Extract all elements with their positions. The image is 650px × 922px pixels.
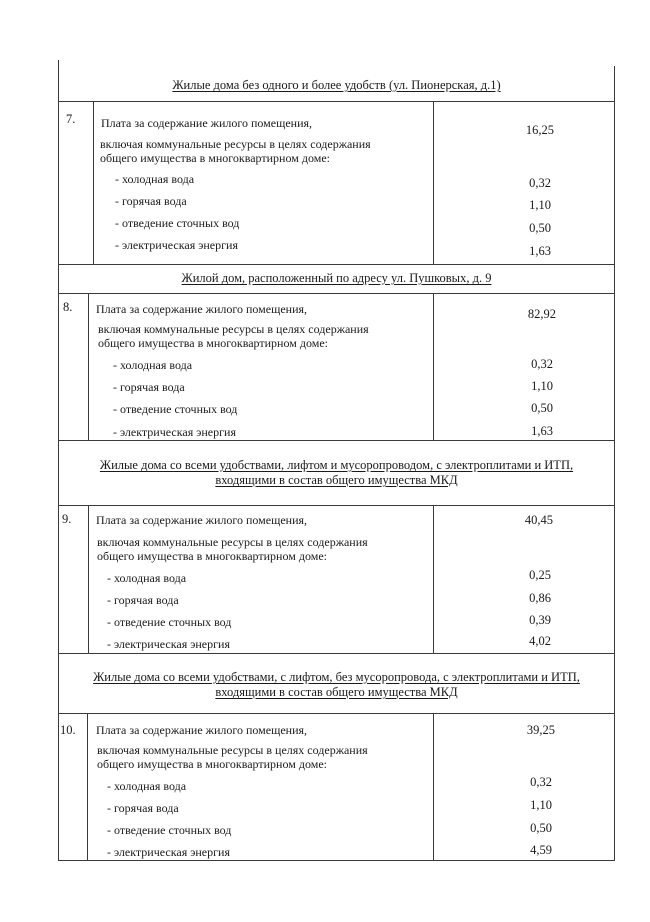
row-main-value: 39,25 — [526, 723, 555, 737]
row-main-label: Плата за содержание жилого помещения, — [96, 302, 308, 316]
section-header: входящими в состав общего имущества МКД — [215, 685, 458, 699]
item-value: 0,50 — [529, 221, 551, 235]
column-divider — [433, 101, 434, 264]
item-label: - горячая вода — [107, 801, 179, 815]
row-separator — [58, 653, 615, 654]
row-sub-label: включая коммунальные ресурсы в целях содержания — [97, 743, 368, 757]
row-sub-label: общего имущества в многоквартирном доме: — [97, 549, 327, 563]
table-bottom-rule — [58, 860, 615, 861]
row-sub-label: включая коммунальные ресурсы в целях содержания — [98, 322, 369, 336]
row-main-label: Плата за содержание жилого помещения, — [101, 116, 313, 130]
row-main-value: 16,25 — [525, 123, 554, 137]
item-label: - электрическая энергия — [113, 425, 236, 439]
row-sub-label: включая коммунальные ресурсы в целях содержания — [100, 137, 371, 151]
row-sub-label: общего имущества в многоквартирном доме: — [97, 757, 327, 771]
item-value: 0,25 — [529, 568, 551, 582]
row-number: 9. — [62, 512, 72, 526]
column-divider — [88, 505, 89, 653]
item-label: - отведение сточных вод — [115, 216, 240, 230]
row-sub-label: включая коммунальные ресурсы в целях содержания — [97, 535, 368, 549]
row-main-value: 40,45 — [524, 513, 553, 527]
item-label: - холодная вода — [113, 358, 193, 372]
item-value: 0,39 — [529, 613, 551, 627]
item-value: 1,63 — [531, 424, 553, 438]
item-label: - холодная вода — [107, 571, 187, 585]
row-main-label: Плата за содержание жилого помещения, — [96, 723, 308, 737]
item-label: - отведение сточных вод — [107, 615, 232, 629]
row-separator — [58, 505, 615, 506]
item-label: - холодная вода — [107, 779, 187, 793]
item-label: - горячая вода — [115, 194, 187, 208]
item-value: 0,50 — [530, 821, 552, 835]
row-main-label: Плата за содержание жилого помещения, — [96, 513, 308, 527]
column-divider — [87, 713, 88, 860]
item-label: - горячая вода — [107, 593, 179, 607]
item-value: 0,50 — [531, 401, 553, 415]
row-sub-label: общего имущества в многоквартирном доме: — [100, 151, 330, 165]
section-header: Жилые дома без одного и более удобств (ул. Пионерская, д.1) — [172, 78, 501, 92]
item-label: - отведение сточных вод — [107, 823, 232, 837]
item-label: - электрическая энергия — [115, 238, 238, 252]
column-divider — [433, 505, 434, 653]
row-sub-label: общего имущества в многоквартирном доме: — [98, 336, 328, 350]
item-label: - электрическая энергия — [107, 637, 230, 651]
item-value: 0,32 — [529, 176, 551, 190]
item-value: 0,86 — [529, 591, 551, 605]
item-label: - холодная вода — [115, 172, 195, 186]
row-separator — [58, 440, 615, 441]
item-value: 1,10 — [529, 198, 551, 212]
column-divider — [433, 713, 434, 860]
row-separator — [58, 293, 615, 294]
row-main-value: 82,92 — [527, 307, 556, 321]
section-header: Жилые дома со всеми удобствами, с лифтом, без мусоропровода, с электроплитами и ИТП, — [93, 670, 580, 684]
row-number: 8. — [63, 300, 73, 314]
item-label: - горячая вода — [113, 380, 185, 394]
row-number: 10. — [60, 723, 76, 737]
item-value: 1,10 — [531, 379, 553, 393]
column-divider — [88, 293, 89, 440]
row-separator — [58, 713, 615, 714]
item-label: - отведение сточных вод — [113, 402, 238, 416]
item-value: 1,63 — [529, 244, 551, 258]
section-header: Жилой дом, расположенный по адресу ул. Пушковых, д. 9 — [181, 271, 492, 285]
item-value: 0,32 — [530, 775, 552, 789]
row-separator — [58, 264, 615, 265]
section-header: Жилые дома со всеми удобствами, лифтом и мусоропроводом, с электроплитами и ИТП, — [99, 458, 574, 472]
item-value: 4,02 — [529, 634, 551, 648]
section-header: входящими в состав общего имущества МКД — [215, 473, 458, 487]
header-top-rule — [58, 101, 615, 102]
row-number: 7. — [66, 112, 76, 126]
item-value: 1,10 — [530, 798, 552, 812]
column-divider — [93, 101, 94, 264]
item-label: - электрическая энергия — [107, 845, 230, 859]
item-value: 4,59 — [530, 843, 552, 857]
item-value: 0,32 — [531, 357, 553, 371]
column-divider — [433, 293, 434, 440]
